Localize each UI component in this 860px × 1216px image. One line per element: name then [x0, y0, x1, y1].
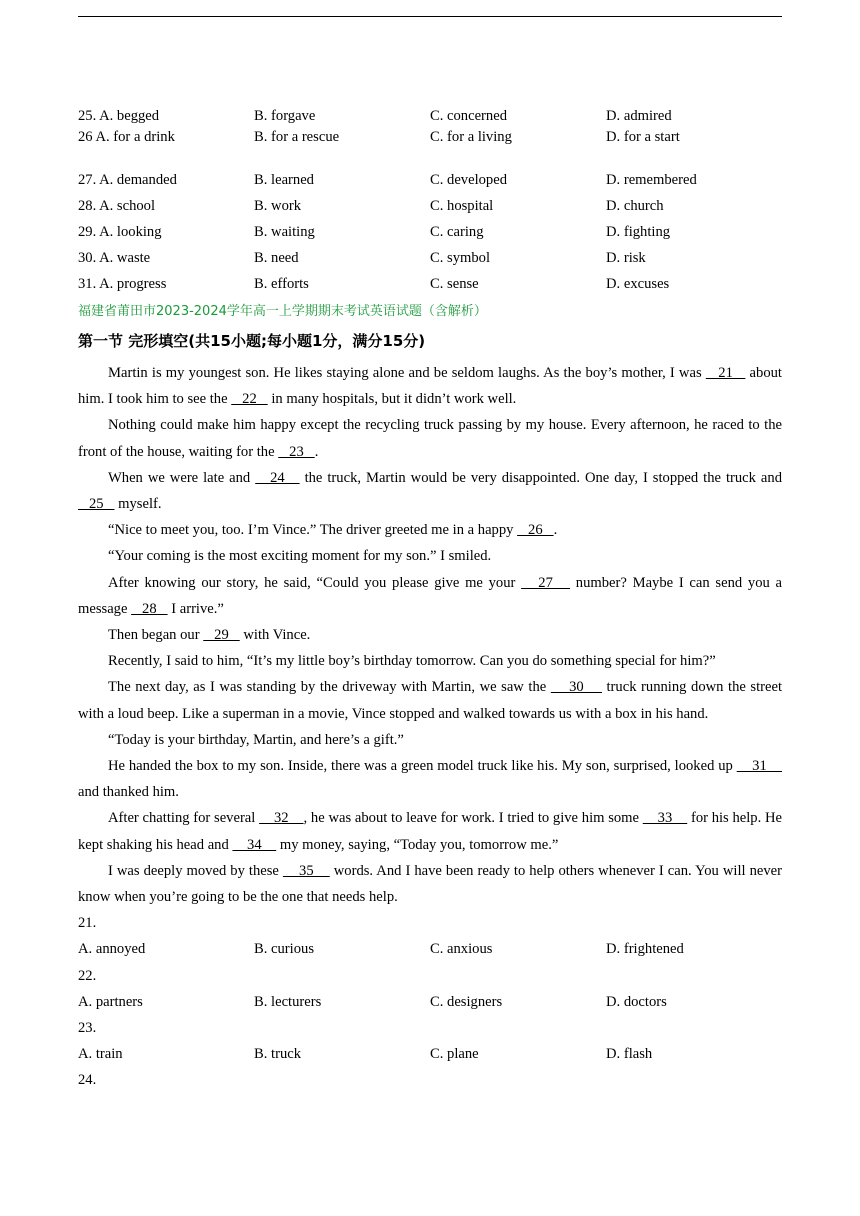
paragraph: When we were late and 24 the truck, Martin would be very disappointed. One day, I stopped the truck and 25 myself. [78, 469, 782, 513]
option-b: B. work [254, 197, 302, 214]
option-a: 30. A. waste [78, 249, 151, 266]
option-b: B. need [254, 249, 299, 266]
question-list [78, 910, 782, 1093]
option-d: D. admired [606, 107, 672, 124]
option-b: B. truck [254, 1046, 302, 1063]
paragraph: “Today is your birthday, Martin, and here’s a gift.” [108, 731, 404, 748]
option-c: C. concerned [430, 107, 507, 124]
source-title: 福建省莆田市2023-2024学年高一上学期期末考试英语试题（含解析） [78, 304, 487, 319]
option-c: C. caring [430, 223, 484, 240]
blank-27: 27 [521, 574, 571, 591]
option-a: 28. A. school [78, 197, 156, 214]
paragraph: Martin is my youngest son. He likes staying alone and be seldom laughs. As the boy’s mother, I was 21 about him. I took him to see the 22 in many hospitals, but it didn’t work well. [78, 365, 782, 408]
option-a: A. train [78, 1046, 123, 1063]
option-a: 27. A. demanded [78, 171, 177, 188]
option-row-28 [78, 193, 782, 219]
paragraph: He handed the box to my son. Inside, there was a green model truck like his. My son, surprised, looked up 31 and thanked him. [78, 758, 782, 801]
option-c: C. plane [430, 1046, 479, 1063]
option-row-27 [78, 167, 782, 193]
option-c: C. symbol [430, 249, 491, 266]
paragraph: Then began our 29 with Vince. [108, 627, 311, 644]
option-a: A. partners [78, 993, 143, 1010]
option-d: D. for a start [606, 129, 680, 145]
question-options [78, 936, 782, 962]
option-a: 26 A. for a drink [78, 129, 175, 145]
blank-22: 22 [231, 391, 268, 408]
blank-29: 29 [203, 627, 240, 644]
question-number: 24. [78, 1072, 97, 1089]
option-a: A. annoyed [78, 941, 146, 958]
question-number: 21. [78, 915, 97, 932]
paragraph: “Your coming is the most exciting moment for my son.” I smiled. [108, 548, 492, 565]
option-row-31 [78, 271, 782, 297]
paragraph: After knowing our story, he said, “Could you please give me your 27 number? Maybe I can send you a message 28 I arrive.” [78, 574, 782, 617]
question-options [78, 1041, 782, 1067]
option-c: C. hospital [430, 197, 494, 214]
option-c: C. for a living [430, 129, 512, 145]
option-row-29 [78, 219, 782, 245]
option-d: D. doctors [606, 993, 667, 1010]
paragraph: Recently, I said to him, “It’s my little boy’s birthday tomorrow. Can you do something special for him?” [108, 653, 716, 670]
option-b: B. learned [254, 171, 314, 188]
blank-26: 26 [517, 522, 554, 539]
option-c: C. designers [430, 993, 503, 1010]
header-rule [78, 16, 782, 17]
option-b: B. waiting [254, 223, 315, 240]
option-a: 31. A. progress [78, 275, 167, 292]
option-d: D. flash [606, 1046, 653, 1063]
option-row-30 [78, 245, 782, 271]
option-d: D. church [606, 197, 664, 214]
option-b: B. efforts [254, 275, 309, 292]
question-number: 22. [78, 967, 97, 984]
blank-21: 21 [705, 365, 746, 381]
option-d: D. fighting [606, 223, 671, 240]
option-c: C. developed [430, 171, 508, 188]
option-b: B. forgave [254, 107, 316, 124]
paragraph: The next day, as I was standing by the driveway with Martin, we saw the 30 truck running down the street with a loud beep. Like a superman in a movie, Vince stopped and walked towards us with a box in his hand. [78, 679, 783, 722]
section-title: 第一节 完形填空(共15小题;每小题1分，满分15分) [78, 332, 426, 350]
paragraph: Nothing could make him happy except the recycling truck passing by my house. Every afternoon, he raced to the front of the house, waiting for the 23 . [78, 417, 782, 460]
blank-30: 30 [550, 679, 602, 696]
question-number: 23. [78, 1020, 97, 1037]
option-b: B. lecturers [254, 993, 322, 1010]
option-c: C. sense [430, 275, 479, 292]
previous-options-list [78, 103, 782, 297]
option-d: D. remembered [606, 171, 697, 188]
blank-35: 35 [282, 862, 330, 879]
option-d: D. excuses [606, 275, 670, 292]
option-a: 29. A. looking [78, 223, 162, 240]
blank-33: 33 [642, 810, 688, 827]
blank-23: 23 [278, 443, 315, 460]
option-c: C. anxious [430, 941, 493, 958]
blank-25: 25 [78, 496, 115, 513]
blank-31: 31 [736, 758, 782, 775]
blank-34: 34 [232, 836, 277, 853]
question-options [78, 989, 782, 1015]
option-d: D. frightened [606, 941, 684, 958]
option-b: B. for a rescue [254, 129, 340, 145]
option-row-25 [78, 103, 782, 129]
option-a: 25. A. begged [78, 107, 160, 124]
blank-28: 28 [131, 600, 168, 617]
paragraph: After chatting for several 32 , he was about to leave for work. I tried to give him some 33 for his help. He kept shaking his head and 34 my money, saying, “Today you, tomorrow me.” [78, 810, 782, 853]
option-row-26 [78, 129, 782, 167]
paragraph: “Nice to meet you, too. I’m Vince.” The driver greeted me in a happy 26 . [108, 522, 558, 539]
option-b: B. curious [254, 941, 314, 958]
paragraph: I was deeply moved by these 35 words. And I have been ready to help others whenever I can. You will never know when you’re going to be the one that needs help. [78, 862, 783, 906]
cloze-passage [78, 360, 782, 1094]
blank-24: 24 [255, 469, 300, 486]
option-d: D. risk [606, 249, 646, 266]
blank-32: 32 [259, 810, 304, 827]
